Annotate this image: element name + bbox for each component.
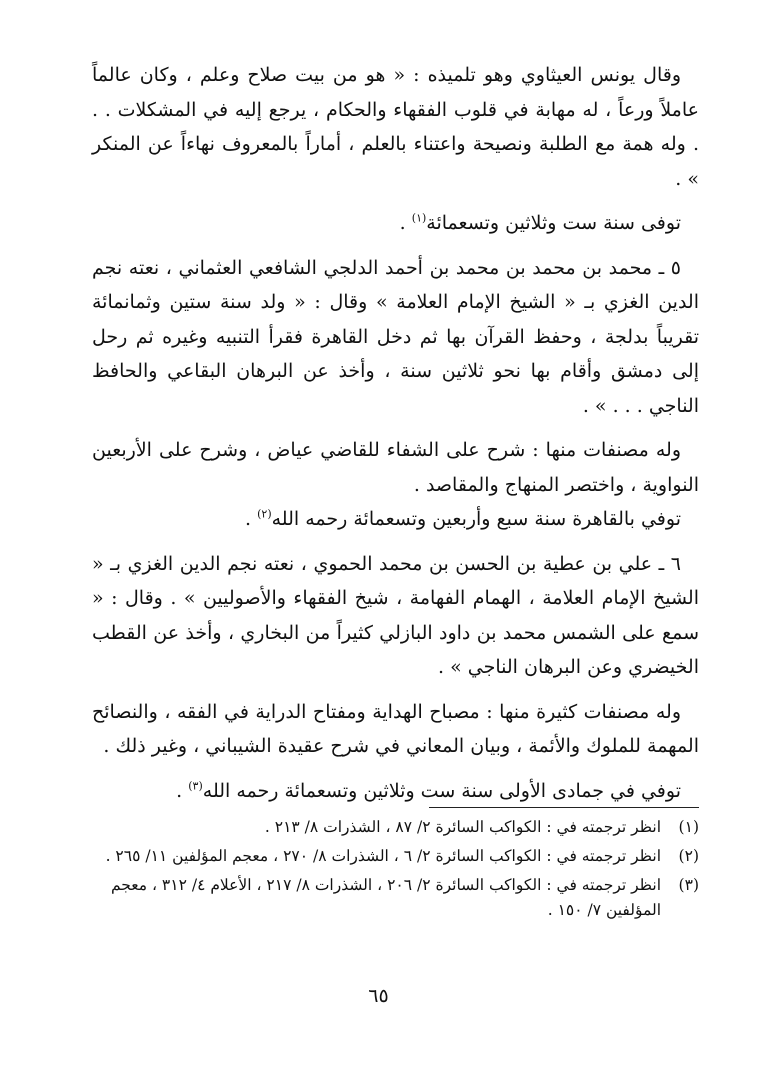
footnote-ref[interactable]: (١) xyxy=(411,211,427,225)
death-note xyxy=(92,502,699,537)
paragraph xyxy=(92,433,699,502)
main-text xyxy=(92,58,699,808)
paragraph-text: توفي بالقاهرة سنة سبع وأربعين وتسعمائة رحمه الله xyxy=(271,508,681,530)
paragraph xyxy=(92,58,699,196)
paragraph-end: . xyxy=(245,508,258,530)
footnote xyxy=(92,873,699,923)
footnote-number: (١) xyxy=(678,818,699,836)
paragraph xyxy=(92,695,699,764)
paragraph-text: توفي في جمادى الأولى سنة ست وثلاثين وتسعمائة رحمه الله xyxy=(202,779,681,802)
footnote-text: انظر ترجمته في : الكواكب السائرة ٢/ ٨٧ ، الشذرات ٨/ ٢١٣ . xyxy=(264,818,661,836)
footnote-ref[interactable]: (٣) xyxy=(188,779,203,793)
paragraph-text: وقال يونس العيثاوي وهو تلميذه : « هو من بيت صلاح وعلم ، وكان عالماً عاملاً ورعاً ، له مهابة في قلوب الفقهاء والحكام ، يرجع إليه في المشكلات . . . وله همة مع الطلبة ونصيحة واعتناء بالعلم ، أماراً بالمعروف نهاءاً عن المنكر » . xyxy=(92,64,699,190)
death-note xyxy=(92,206,699,241)
footnote-number: (٢) xyxy=(678,847,699,865)
footnote xyxy=(92,844,699,869)
page-number: ٦٥ xyxy=(368,985,389,1007)
biography-entry xyxy=(92,547,699,685)
footnote xyxy=(92,815,699,840)
footnotes xyxy=(92,815,699,927)
footnote-text: انظر ترجمته في : الكواكب السائرة ٢/ ٦ ، الشذرات ٨/ ٢٧٠ ، معجم المؤلفين ١١/ ٢٦٥ . xyxy=(105,847,661,865)
paragraph-text: وله مصنفات منها : شرح على الشفاء للقاضي عياض ، وشرح على الأربعين النواوية ، واختصر المنهاج والمقاصد . xyxy=(92,439,699,496)
paragraph-end: . xyxy=(399,212,412,234)
death-note xyxy=(92,774,699,809)
paragraph-text: وله مصنفات كثيرة منها : مصباح الهداية ومفتاح الدراية في الفقه ، والنصائح المهمة للملوك والأئمة ، وبيان المعاني في شرح عقيدة الشيباني ، وغير ذلك . xyxy=(92,700,699,757)
footnote-text: انظر ترجمته في : الكواكب السائرة ٢/ ٢٠٦ ، الشذرات ٨/ ٢١٧ ، الأعلام ٤/ ٣١٢ ، معجم المؤلفين ٧/ ١٥٠ . xyxy=(110,876,661,919)
paragraph-text: توفى سنة ست وثلاثين وتسعمائة xyxy=(426,212,681,234)
footnote-ref[interactable]: (٢) xyxy=(257,507,272,521)
paragraph-end: . xyxy=(176,779,189,802)
footnote-number: (٣) xyxy=(678,876,699,894)
biography-entry xyxy=(92,251,699,424)
paragraph-text: ٥ ـ محمد بن محمد بن محمد بن أحمد الدلجي الشافعي العثماني ، نعته نجم الدين الغزي بـ « الشيخ الإمام العلامة » وقال : « ولد سنة ستين وثمانمائة تقريباً بدلجة ، وحفظ القرآن بها ثم دخل القاهرة فقرأ التنبيه وغيره ثم رحل إلى دمشق وأقام بها نحو ثلاثين سنة ، وأخذ عن البرهان البقاعي والحافظ الناجي . . . » . xyxy=(92,256,699,417)
paragraph-text: ٦ ـ علي بن عطية بن الحسن بن محمد الحموي ، نعته نجم الدين الغزي بـ « الشيخ الإمام العلامة ، الهمام الفهامة ، شيخ الفقهاء والأصوليين » . وقال : « سمع على الشمس محمد بن داود البازلي كثيراً من البخاري ، وأخذ عن القطب الخيضري وعن البرهان الناجي » . xyxy=(92,552,699,678)
footnote-divider xyxy=(429,807,699,808)
